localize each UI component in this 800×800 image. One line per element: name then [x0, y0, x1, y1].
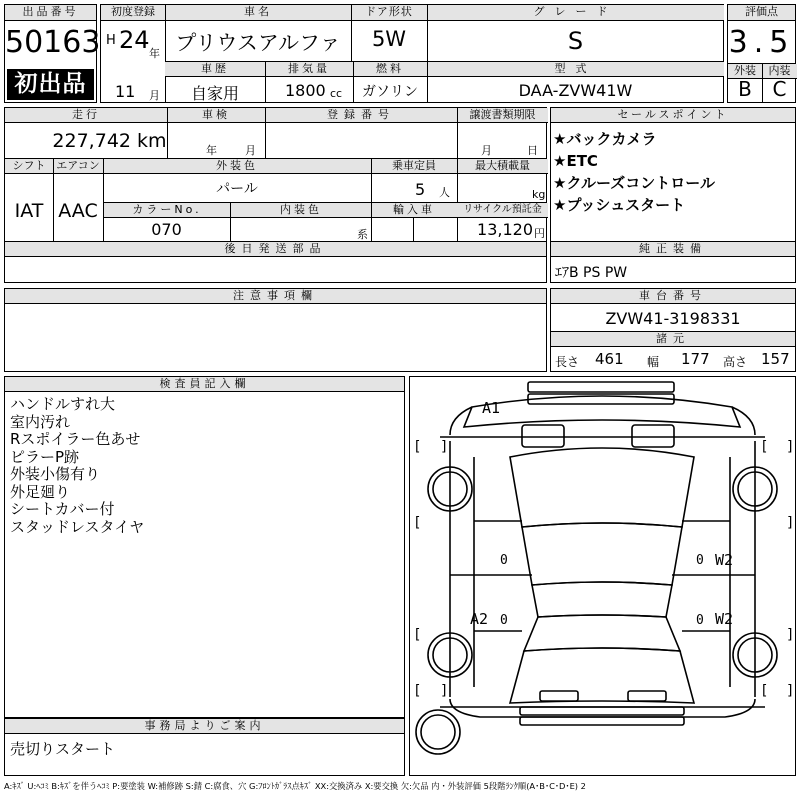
capacity-unit: 人	[439, 186, 450, 199]
bracket: ]	[786, 439, 795, 455]
lot-number: 50163	[5, 25, 101, 60]
mileage: 227,742	[52, 130, 131, 152]
interior-label: 内装	[762, 64, 797, 79]
damage-mark-a1: A1	[482, 399, 501, 417]
grade: S	[567, 27, 584, 55]
score: 3.5	[728, 25, 795, 60]
zero-mark: 0	[500, 613, 508, 628]
door-label: ドア形状	[351, 5, 427, 21]
recycle-unit: 円	[534, 227, 545, 240]
model-label: 型式	[427, 62, 724, 77]
interior-grade: C	[772, 77, 787, 101]
capacity: 5	[415, 180, 426, 199]
length: 461	[595, 350, 624, 368]
notes-box	[4, 288, 547, 372]
car-diagram-box	[409, 376, 796, 776]
zero-mark: 0	[696, 553, 704, 568]
sales-points-list	[553, 128, 715, 216]
inspector-item: Rスポイラー色あせ	[10, 430, 141, 448]
details-box	[4, 107, 547, 242]
office-box	[4, 718, 405, 776]
inspector-item: シートカバー付	[10, 500, 115, 518]
displacement: 1800	[285, 81, 326, 100]
exterior-label: 外装	[728, 64, 762, 79]
reg-year-unit: 年	[149, 47, 160, 60]
aircon-label: エアコン	[53, 159, 103, 174]
bracket: ]	[786, 515, 795, 531]
chassis-number: ZVW41-3198331	[605, 309, 741, 328]
fuel: ガソリン	[362, 84, 418, 100]
reg-month: 11	[115, 82, 136, 101]
specs-label: 諸元	[551, 332, 795, 347]
lot-number-label: 出品番号	[5, 5, 96, 21]
car-diagram	[410, 377, 795, 775]
lot-number-box	[4, 4, 101, 103]
ext-color-label: 外装色	[103, 159, 371, 174]
registration-box	[100, 4, 724, 103]
inspection-month-unit: 月	[245, 144, 256, 157]
legend-footer: A:ｷｽﾞ U:ﾍｺﾐ B:ｷｽﾞを伴うﾍｺﾐ P:要塗装 W:補修跡 S:錆 C:腐食、穴 G:ﾌﾛﾝﾄｶﾞﾗｽ点ｷｽﾞ XX:交換済み X:要交換 欠:欠品 内・外装評価 5段階ﾗﾝｸ順(A･B･C･D･E) 2	[4, 781, 586, 791]
inspection-label: 車検	[167, 108, 265, 123]
score-box	[727, 4, 796, 103]
bracket: ]	[440, 439, 449, 455]
displacement-unit: cc	[330, 87, 343, 100]
history-label: 車歴	[165, 62, 265, 77]
bracket: ]	[786, 683, 795, 699]
bracket: [	[413, 683, 422, 699]
capacity-label: 乗車定員	[371, 159, 457, 174]
history: 自家用	[190, 84, 239, 103]
sales-point-item: ★バックカメラ	[553, 130, 657, 148]
later-parts-box	[4, 241, 547, 283]
inspector-box	[4, 376, 405, 718]
later-parts-label: 後日発送部品	[5, 242, 546, 257]
shift: IAT	[14, 200, 44, 222]
recycle-label: リサイクル預託金	[457, 203, 548, 218]
height: 157	[761, 350, 790, 368]
first-listing-badge: 初出品	[7, 69, 94, 100]
mileage-unit: km	[137, 130, 167, 152]
model: DAA-ZVW41W	[518, 81, 633, 100]
damage-mark-w2-rear: W2	[715, 610, 734, 628]
length-label: 長さ	[555, 355, 580, 369]
recycle: 13,120	[477, 220, 533, 239]
sales-point-item: ★プッシュスタート	[553, 196, 686, 214]
inspector-item: ハンドルすれ大	[10, 395, 116, 413]
displacement-label: 排気量	[265, 62, 353, 77]
aircon: AAC	[58, 200, 98, 222]
inspector-item: ピラーP跡	[10, 447, 80, 466]
inspector-label: 検査員記入欄	[5, 377, 404, 392]
car-name: プリウスアルファ	[175, 31, 341, 55]
zero-mark: 0	[500, 553, 508, 568]
bracket: [	[413, 439, 422, 455]
width: 177	[681, 350, 710, 368]
inspector-list	[10, 396, 144, 536]
sales-points-label: セールスポイント	[551, 108, 795, 123]
reg-year: 24	[119, 26, 150, 54]
sales-point-item: ★クルーズコントロール	[553, 174, 715, 192]
genuine-box	[550, 241, 796, 283]
first-reg-label: 初度登録	[101, 5, 165, 21]
bracket: [	[413, 627, 422, 643]
exterior-grade: B	[738, 77, 752, 101]
damage-mark-a2: A2	[470, 610, 489, 628]
width-label: 幅	[647, 355, 660, 369]
inspector-item: 外装小傷有り	[10, 465, 101, 483]
inspection-year-unit: 年	[206, 144, 217, 157]
height-label: 高さ	[723, 355, 748, 369]
inspector-item: スタッドレスタイヤ	[10, 517, 145, 536]
chassis-box	[550, 288, 796, 372]
color-no-label: カラーNo.	[104, 203, 230, 218]
era-letter: H	[106, 33, 116, 48]
inspector-item: 外足廻り	[10, 482, 71, 501]
transfer-day-unit: 日	[527, 144, 538, 157]
reg-month-unit: 月	[149, 89, 160, 102]
zero-mark: 0	[696, 613, 704, 628]
ext-color: パール	[216, 181, 258, 197]
max-load-label: 最大積載量	[457, 159, 548, 174]
office-label: 事務局よりご案内	[5, 719, 404, 734]
bracket: ]	[440, 683, 449, 699]
car-name-label: 車名	[165, 5, 351, 21]
sales-points-box	[550, 107, 796, 242]
genuine-label: 純正装備	[551, 242, 795, 257]
transfer-label: 譲渡書類期限	[457, 108, 548, 123]
int-color-unit: 系	[357, 228, 368, 241]
inspector-item: 室内汚れ	[10, 412, 71, 431]
max-load-unit: kg	[532, 188, 546, 201]
bracket: ]	[786, 627, 795, 643]
office-value: 売切りスタート	[10, 740, 116, 758]
notes-label: 注意事項欄	[5, 289, 546, 304]
int-color-label: 内装色	[231, 203, 371, 218]
sales-point-item: ★ETC	[553, 152, 598, 170]
damage-mark-w2-front: W2	[715, 551, 734, 569]
reg-no-label: 登録番号	[265, 108, 457, 123]
bracket: [	[760, 683, 769, 699]
shift-label: シフト	[5, 159, 53, 174]
chassis-label: 車台番号	[551, 289, 795, 304]
grade-label: グレード	[427, 5, 724, 21]
score-label: 評価点	[728, 5, 795, 21]
fuel-label: 燃料	[353, 62, 427, 77]
import-label: 輸入車	[371, 203, 457, 218]
bracket: [	[760, 439, 769, 455]
mileage-label: 走行	[5, 108, 167, 123]
genuine-value: ｴｱB PS PW	[555, 265, 628, 281]
bracket: [	[413, 515, 422, 531]
transfer-month-unit: 月	[481, 144, 492, 157]
color-no: 070	[151, 220, 182, 239]
door-type: 5W	[371, 27, 407, 51]
